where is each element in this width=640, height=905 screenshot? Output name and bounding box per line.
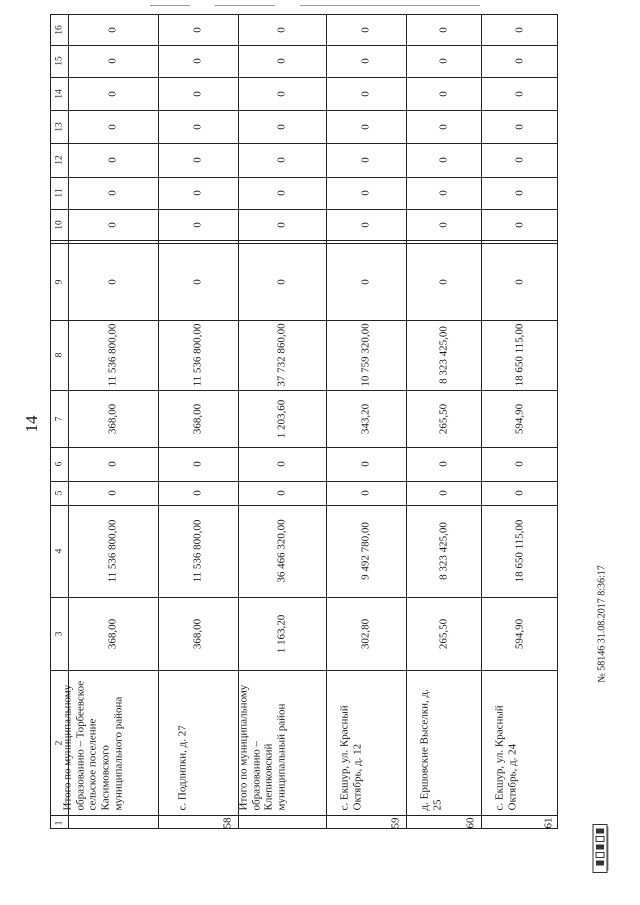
- registry-logo: [591, 821, 611, 876]
- column-number: 12: [54, 155, 65, 165]
- column-number: 8: [54, 352, 65, 358]
- area-cell: 368,00: [106, 403, 119, 434]
- row-divider: [326, 15, 327, 828]
- value-cell: 0: [359, 157, 372, 163]
- column-divider: [51, 390, 557, 391]
- value-cell: 0: [437, 278, 450, 285]
- value-cell: 0: [191, 157, 204, 163]
- address-cell: д. Ершовские Выселки, д. 25: [418, 688, 443, 810]
- column-number: 1: [54, 820, 65, 825]
- column-divider: [51, 447, 557, 448]
- value-cell: 0: [275, 278, 288, 285]
- column-divider: [51, 243, 557, 244]
- column-number: 4: [54, 548, 65, 554]
- cost-cell: 37 732 860,00: [275, 323, 288, 387]
- area-cell: 594,90: [513, 618, 526, 649]
- value-cell: 0: [106, 490, 119, 496]
- value-cell: 0: [275, 27, 288, 33]
- value-cell: 0: [275, 157, 288, 163]
- area-cell: 1 163,20: [275, 614, 288, 653]
- value-cell: 0: [191, 27, 204, 33]
- column-divider: [51, 177, 557, 178]
- value-cell: 0: [191, 490, 204, 496]
- scan-mark: [300, 5, 480, 6]
- value-cell: 0: [359, 123, 372, 130]
- value-cell: 0: [359, 461, 372, 467]
- area-cell: 265,50: [437, 618, 450, 649]
- column-number: 2: [54, 740, 65, 745]
- cost-cell: 9 492 780,00: [359, 522, 372, 580]
- value-cell: 0: [359, 490, 372, 496]
- value-cell: 0: [275, 490, 288, 496]
- column-number: 16: [54, 25, 65, 35]
- value-cell: 0: [275, 461, 288, 467]
- value-cell: 0: [275, 58, 288, 64]
- cost-cell: 10 759 320,00: [359, 323, 372, 387]
- area-cell: 343,20: [359, 403, 372, 434]
- value-cell: 0: [437, 58, 450, 64]
- row-divider: [481, 15, 482, 828]
- value-cell: 0: [437, 461, 450, 467]
- value-cell: 0: [106, 221, 119, 228]
- column-number: 9: [54, 279, 65, 284]
- column-number: 3: [54, 631, 65, 636]
- value-cell: 0: [437, 27, 450, 33]
- cost-cell: 18 650 115,00: [513, 519, 526, 583]
- column-divider: [51, 670, 557, 671]
- page-number: 14: [22, 415, 41, 433]
- row-divider: [406, 15, 407, 828]
- cost-cell: 8 323 425,00: [437, 326, 450, 384]
- value-cell: 0: [359, 90, 372, 97]
- column-number: 10: [54, 219, 65, 230]
- cost-cell: 11 536 800,00: [191, 519, 204, 583]
- row-number: 60: [464, 817, 477, 828]
- column-number: 7: [54, 416, 65, 421]
- area-cell: 368,00: [191, 618, 204, 649]
- row-divider: [158, 15, 159, 828]
- value-cell: 0: [106, 123, 119, 130]
- column-divider: [51, 240, 557, 241]
- value-cell: 0: [359, 27, 372, 33]
- column-divider: [51, 77, 557, 78]
- area-cell: 594,90: [513, 403, 526, 434]
- data-table: [50, 14, 558, 829]
- value-cell: 0: [359, 58, 372, 64]
- column-divider: [51, 45, 557, 46]
- value-cell: 0: [191, 90, 204, 97]
- cost-cell: 11 536 800,00: [106, 323, 119, 387]
- value-cell: 0: [513, 278, 526, 285]
- value-cell: 0: [437, 123, 450, 130]
- value-cell: 0: [106, 157, 119, 163]
- column-number: 13: [54, 121, 65, 132]
- column-number: 6: [54, 461, 65, 467]
- cost-cell: 18 650 115,00: [513, 323, 526, 387]
- value-cell: 0: [106, 461, 119, 467]
- value-cell: 0: [191, 278, 204, 285]
- scan-mark: [215, 5, 275, 6]
- value-cell: 0: [513, 490, 526, 496]
- value-cell: 0: [106, 190, 119, 196]
- area-cell: 302,80: [359, 618, 372, 649]
- value-cell: 0: [359, 190, 372, 196]
- value-cell: 0: [191, 461, 204, 467]
- value-cell: 0: [191, 190, 204, 196]
- column-divider: [51, 143, 557, 144]
- column-divider: [51, 110, 557, 111]
- address-cell: с. Екшур, ул. Красный Октябрь, д. 12: [338, 704, 363, 810]
- area-cell: 368,00: [191, 403, 204, 434]
- value-cell: 0: [437, 90, 450, 97]
- cost-cell: 8 323 425,00: [437, 522, 450, 580]
- value-cell: 0: [513, 461, 526, 467]
- value-cell: 0: [513, 157, 526, 163]
- value-cell: 0: [437, 157, 450, 163]
- area-cell: 1 203,60: [275, 399, 288, 438]
- row-number: 58: [221, 817, 234, 828]
- column-divider: [51, 597, 557, 598]
- value-cell: 0: [191, 58, 204, 64]
- column-divider: [51, 209, 557, 210]
- value-cell: 0: [513, 221, 526, 228]
- column-divider: [51, 481, 557, 482]
- address-cell: Итого по муниципальному образованию – Клепиковский муниципальный район: [237, 684, 288, 810]
- value-cell: 0: [106, 58, 119, 64]
- value-cell: 0: [513, 90, 526, 97]
- value-cell: 0: [359, 221, 372, 228]
- column-number: 15: [54, 56, 65, 66]
- value-cell: 0: [275, 190, 288, 196]
- area-cell: 265,50: [437, 403, 450, 434]
- column-number: 11: [54, 188, 65, 198]
- cost-cell: 11 536 800,00: [106, 519, 119, 583]
- cost-cell: 36 466 320,00: [275, 519, 288, 583]
- value-cell: 0: [106, 27, 119, 33]
- column-divider: [51, 320, 557, 321]
- scan-mark: [150, 5, 190, 6]
- value-cell: 0: [106, 278, 119, 285]
- registration-stamp: № 58146 31.08.2017 8:36:17: [596, 565, 608, 683]
- column-divider: [51, 505, 557, 506]
- column-number: 14: [54, 88, 65, 99]
- column-number: 5: [54, 490, 65, 496]
- value-cell: 0: [513, 27, 526, 33]
- address-cell: Итого по муниципальному образованию – Торбеевское сельское поселение Касимовского муниципального района: [61, 680, 124, 810]
- value-cell: 0: [437, 190, 450, 196]
- value-cell: 0: [191, 221, 204, 228]
- row-number: 59: [389, 817, 402, 828]
- value-cell: 0: [513, 58, 526, 64]
- value-cell: 0: [513, 190, 526, 196]
- value-cell: 0: [359, 278, 372, 285]
- value-cell: 0: [513, 123, 526, 130]
- value-cell: 0: [191, 123, 204, 130]
- address-cell: с. Екшур, ул. Красный Октябрь, д. 24: [493, 704, 518, 810]
- row-number: 61: [542, 817, 555, 828]
- value-cell: 0: [106, 90, 119, 97]
- address-cell: с. Подлипки, д. 27: [176, 724, 189, 810]
- area-cell: 368,00: [106, 618, 119, 649]
- value-cell: 0: [437, 221, 450, 228]
- value-cell: 0: [275, 221, 288, 228]
- value-cell: 0: [437, 490, 450, 496]
- cost-cell: 11 536 800,00: [191, 323, 204, 387]
- value-cell: 0: [275, 90, 288, 97]
- column-divider: [51, 815, 557, 816]
- value-cell: 0: [275, 123, 288, 130]
